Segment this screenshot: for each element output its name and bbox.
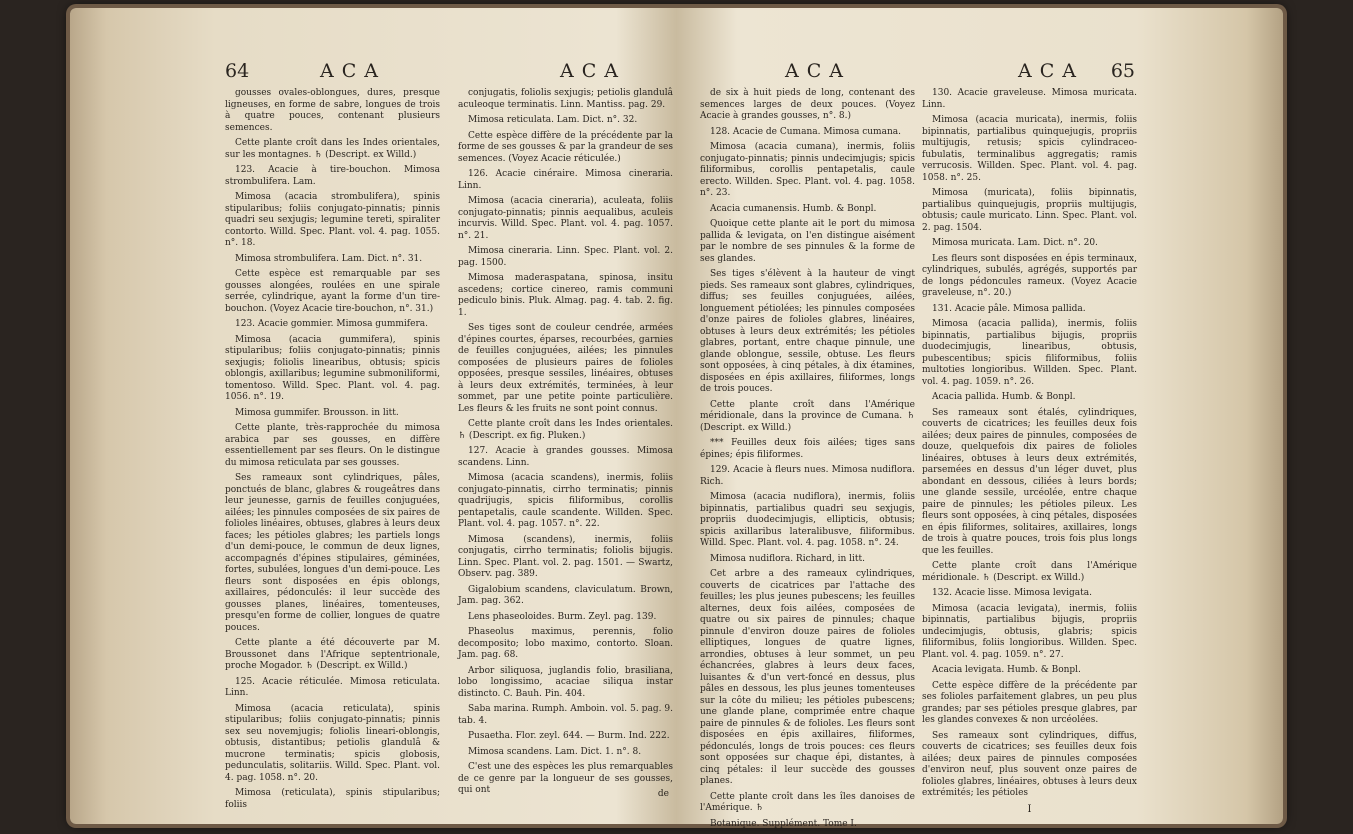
paragraph: Ses tiges s'élèvent à la hauteur de vingt pieds. Ses rameaux sont glabres, cylindriques, diffus; ses feuilles conjuguées, ailées, longuement pétiolées; les pinnules composées d'onze paires de folioles glabres, linéaires, obtuses à leurs deux extrémités; les pétioles glabres, portant, entre chaque pinnule, une glande oblongue, sessile, obtuse. Les fleurs sont opposées, à cinq pétales, à dix étamines, disposées en épis axillaires, filiformes, longs de trois pouces. — [700, 269, 915, 394]
paragraph: Cette plante, très-rapprochée du mimosa arabica par ses gousses, en diffère essentiellement par ses fleurs. On le distingue du mimosa reticulata par ses gousses. — [225, 423, 440, 468]
paragraph: Arbor siliquosa, juglandis folio, brasiliana, lobo longissimo, acaciae siliqua instar distincto. C. Bauh. Pin. 404. — [458, 665, 673, 699]
paragraph: 126. Acacie cinéraire. Mimosa cineraria. Linn. — [458, 169, 673, 191]
paragraph: 128. Acacie de Cumana. Mimosa cumana. — [710, 126, 901, 137]
signature-mark: I — [1027, 803, 1032, 815]
paragraph: Mimosa nudiflora. Richard, in litt. — [710, 553, 865, 564]
paragraph: conjugatis, foliolis sexjugis; petiolis glandulâ aculeoque terminatis. Linn. Mantiss. pag. 29. — [458, 88, 673, 110]
paragraph: Botanique. Supplément. Tome I. — [710, 818, 857, 829]
paragraph: gousses ovales-oblongues, dures, presque ligneuses, en forme de sabre, longues de trois à quatre pouces, contenant plusieurs semences. — [225, 88, 440, 133]
paragraph: Mimosa (acacia gummifera), spinis stipularibus; foliis conjugato-pinnatis; pinnis sexjugis; foliolis linearibus, obtusis; spicis oblongis, axillaribus; legumine submoniliformi, tomentoso. Willd. Spec. Plant. vol. 4. pag. 1056. n°. 19. — [225, 334, 440, 402]
paragraph: Mimosa (acacia nudiflora), inermis, foliis bipinnatis, partialibus quadri seu sexjugis, propriis duodecimjugis, ellipticis, obtusis; spicis axillaribus lateralibusve, filiformibus. Willd. Spec. Plant. vol. 4. pag. 1058. n°. 24. — [700, 492, 915, 548]
paragraph: Mimosa (reticulata), spinis stipularibus; foliis — [225, 788, 440, 810]
paragraph: Quoique cette plante ait le port du mimosa pallida & levigata, on l'en distingue aisément par le nombre de ses pinnules & la forme de ses glandes. — [700, 219, 915, 264]
paragraph: Mimosa (acacia cineraria), aculeata, foliis conjugato-pinnatis; pinnis aequalibus, aculeis incurvis. Willd. Spec. Plant. vol. 4. pag. 1057. n°. 21. — [458, 196, 673, 241]
paragraph: Cette espèce diffère de la précédente par ses folioles parfaitement glabres, un peu plus grandes; par ses pétioles presque glabres, par les glandes convexes & non urcéolées. — [922, 680, 1137, 725]
paragraph: Mimosa (acacia scandens), inermis, foliis conjugato-pinnatis, cirrho terminatis; pinnis quadrijugis, spicis filiformibus, corollis pentapetalis, caule scandente. Willden. Spec. Plant. vol. 4. pag. 1057. n°. 22. — [458, 473, 673, 529]
running-head: ACA — [1018, 60, 1084, 82]
right-page — [700, 60, 1137, 829]
running-head: ACA — [560, 60, 626, 82]
paragraph: 123. Acacie gommier. Mimosa gummifera. — [235, 319, 428, 329]
paragraph: 125. Acacie réticulée. Mimosa reticulata. Linn. — [225, 676, 440, 698]
running-head: ACA — [320, 60, 386, 82]
paragraph: Cette plante croît dans les Indes orientales. ♄ (Descript. ex fig. Pluken.) — [458, 419, 673, 441]
paragraph: Cette plante croît dans les îles danoises de l'Amérique. ♄ — [700, 791, 915, 813]
left-page — [225, 60, 685, 810]
paragraph: Acacia levigata. Humb. & Bonpl. — [932, 665, 1081, 675]
paragraph: Ses rameaux sont cylindriques, pâles, ponctués de blanc, glabres & rougeâtres dans leur jeunesse, garnis de feuilles conjuguées, ailées; les pinnules composées de six paires de folioles linéaires, obtuses, glabres à leurs deux faces; les pétioles glabres; les partiels longs d'un demi-pouce, le commun de deux lignes, accompagnés d'épines stipulaires, géminées, fortes, subulées, longues d'un demi-pouce. Les fleurs sont disposées en épis oblongs, axillaires, pédonculés: il leur succède des gousses planes, linéaires, tomenteuses, presqu'en forme de collier, longues de quatre pouces. — [225, 473, 440, 633]
paragraph: Pusaetha. Flor. zeyl. 644. — Burm. Ind. 222. — [468, 731, 670, 741]
paragraph: Mimosa (acacia strombulifera), spinis stipularibus; foliis conjugato-pinnatis; pinnis quadri seu sexjugis; legumine tereti, spiraliter contorto. Willd. Spec. Plant. vol. 4. pag. 1055. n°. 18. — [225, 192, 440, 248]
open-book — [70, 8, 1283, 829]
paragraph: Mimosa (acacia cumana), inermis, foliis conjugato-pinnatis; pinnis undecimjugis; spicis filiformibus, corollis pentapetalis, caule erecto. Willden. Spec. Plant. vol. 4. pag. 1058. n°. 23. — [700, 142, 915, 198]
paragraph: Ses rameaux sont cylindriques, diffus, couverts de cicatrices; ses feuilles deux fois ailées; deux paires de pinnules composées d'environ neuf, plus souvent onze paires de folioles glabres, linéaires, obtuses à leurs deux extrémités; les pétioles — [922, 730, 1137, 798]
paragraph: Mimosa (acacia muricata), inermis, foliis bipinnatis, partialibus quinquejugis, propriis multijugis, retusis; spicis cylindraceo-fubulatis, terminalibus aggregatis; ramis verrucosis. Willden. Spec. Plant. vol. 4. pag. 1058. n°. 25. — [922, 115, 1137, 183]
text-column — [922, 88, 1137, 815]
text-column — [700, 88, 915, 834]
paragraph: Cet arbre a des rameaux cylindriques, couverts de cicatrices par l'attache des feuilles; les plus jeunes pubescens; les feuilles alternes, deux fois ailées, composées de quatre ou six paires de pinnules; chaque pinnule d'environ douze paires de folioles elliptiques, longues de quatre lignes, arrondies, obtuses à leur sommet, un peu échancrées, glabres à leurs deux faces, luisantes & d'un vert-foncé en dessus, plus pâles en dessous, les plus jeunes tomenteuses sur la côte du milieu; les pétioles pubescens; une glande plane, comprimée entre chaque paire de pinnules & de folioles. Les fleurs sont disposées en épis axillaires, filiformes, pédonculés, longs de trois pouces: ces fleurs sont opposées sur chaque épi, distantes, à cinq pétales: il leur succède des gousses planes. — [700, 569, 915, 786]
text-column — [225, 88, 440, 815]
paragraph: Mimosa maderaspatana, spinosa, insitu ascedens; cortice cinereo, ramis communi pediculo binis. Pluk. Almag. pag. 4. tab. 2. fig. 1. — [458, 273, 673, 318]
paragraph: 127. Acacie à grandes gousses. Mimosa scandens. Linn. — [458, 446, 673, 468]
paragraph: Les fleurs sont disposées en épis terminaux, cylindriques, subulés, agrégés, supportés par de longs pédoncules rameux. (Voyez Acacie graveleuse, n°. 20.) — [922, 253, 1137, 298]
paragraph: Cette espèce est remarquable par ses gousses alongées, roulées en une spirale serrée, cylindrique, ayant la forme d'un tire-bouchon. (Voyez Acacie tire-bouchon, n°. 31.) — [225, 269, 440, 314]
paragraph: Cette plante croît dans l'Amérique méridionale, dans la province de Cumana. ♄ (Descript. ex Willd.) — [700, 399, 915, 433]
paragraph: Cette plante a été découverte par M. Broussonet dans l'Afrique septentrionale, proche Mogador. ♄ (Descript. ex Willd.) — [225, 638, 440, 671]
paragraph: Phaseolus maximus, perennis, folio decomposito; lobo maximo, contorto. Sloan. Jam. pag. 68. — [458, 627, 673, 660]
text-column — [458, 88, 673, 800]
running-head: ACA — [785, 60, 851, 82]
paragraph: Ses tiges sont de couleur cendrée, armées d'épines courtes, éparses, recourbées, garnies de feuilles conjuguées, ailées; les pinnules composées de plusieurs paires de folioles opposées, presque sessiles, linéaires, obtuses à leurs deux extrémités, terminées, à leur sommet, par une petite pointe particulière. Les fleurs & les fruits ne sont point connus. — [458, 323, 673, 414]
left-header — [225, 60, 685, 90]
paragraph: 131. Acacie pâle. Mimosa pallida. — [932, 303, 1086, 314]
paragraph: Mimosa (acacia reticulata), spinis stipularibus; foliis conjugato-pinnatis; pinnis sex seu novemjugis; foliolis lineari-oblongis, obtusis, distantibus; petiolis glandulâ & mucrone terminatis; spicis globosis, pedunculatis, solitariis. Willd. Spec. Plant. vol. 4. pag. 1058. n°. 20. — [225, 703, 440, 783]
paragraph: Mimosa (acacia levigata), inermis, foliis bipinnatis, partialibus bijugis, propriis undecimjugis, obtusis, glabris; spicis filiformibus, foliis longioribus. Willden. Spec. Plant. vol. 4. pag. 1059. n°. 27. — [922, 603, 1137, 660]
paragraph: de six à huit pieds de long, contenant des semences larges de deux pouces. (Voyez Acacie à grandes gousses, n°. 8.) — [700, 88, 915, 121]
paragraph: 132. Acacie lisse. Mimosa levigata. — [932, 588, 1092, 598]
paragraph: Gigalobium scandens, claviculatum. Brown, Jam. pag. 362. — [458, 584, 673, 606]
paragraph: *** Feuilles deux fois ailées; tiges sans épines; épis filiformes. — [700, 438, 915, 460]
paragraph: Lens phaseoloides. Burm. Zeyl. pag. 139. — [468, 611, 657, 622]
paragraph: Mimosa muricata. Lam. Dict. n°. 20. — [932, 238, 1098, 248]
catchword: de — [657, 788, 669, 799]
paragraph: Mimosa cineraria. Linn. Spec. Plant. vol. 2. pag. 1500. — [458, 246, 673, 268]
paragraph: 129. Acacie à fleurs nues. Mimosa nudiflora. Rich. — [700, 465, 915, 487]
paragraph: Cette plante croît dans les Indes orientales, sur les montagnes. ♄ (Descript. ex Willd.) — [225, 138, 440, 160]
paragraph: 130. Acacie graveleuse. Mimosa muricata. Linn. — [922, 88, 1137, 110]
right-header — [700, 60, 1135, 90]
paragraph: Cette espèce diffère de la précédente par la forme de ses gousses & par la grandeur de ses semences. (Voyez Acacie réticulée.) — [458, 130, 673, 164]
page-number: 64 — [225, 60, 250, 82]
paragraph: Saba marina. Rumph. Amboin. vol. 5. pag. 9. tab. 4. — [458, 704, 673, 726]
paragraph: Mimosa (acacia pallida), inermis, foliis bipinnatis, partialibus bijugis, propriis duodecimjugis, linearibus, obtusis, pubescentibus; spicis filiformibus, foliis multoties longioribus. Willden. Spec. Plant. vol. 4. pag. 1059. n°. 26. — [922, 319, 1137, 387]
paragraph: Cette plante croît dans l'Amérique méridionale. ♄ (Descript. ex Willd.) — [922, 561, 1137, 583]
paragraph: Mimosa scandens. Lam. Dict. 1. n°. 8. — [468, 746, 642, 757]
paragraph: Mimosa (muricata), foliis bipinnatis, partialibus quinquejugis, propriis multijugis, obtusis; caule muricato. Linn. Spec. Plant. vol. 2. pag. 1504. — [922, 188, 1137, 233]
paragraph: Mimosa reticulata. Lam. Dict. n°. 32. — [468, 115, 638, 125]
paragraph: Mimosa gummifer. Brousson. in litt. — [235, 407, 399, 418]
paragraph: Acacia cumanensis. Humb. & Bonpl. — [710, 203, 877, 214]
paragraph: Mimosa strombulifera. Lam. Dict. n°. 31. — [235, 253, 423, 264]
paragraph: 123. Acacie à tire-bouchon. Mimosa strombulifera. Lam. — [225, 165, 440, 187]
page-number: 65 — [1110, 60, 1135, 82]
paragraph: C'est une des espèces les plus remarquables de ce genre par la longueur de ses gousses, qui ont — [458, 762, 673, 795]
paragraph: Mimosa (scandens), inermis, foliis conjugatis, cirrho terminatis; foliolis bijugis. Linn. Spec. Plant. vol. 2. pag. 1501. — Swartz, Observ. pag. 389. — [458, 534, 673, 579]
paragraph: Ses rameaux sont étalés, cylindriques, couverts de cicatrices; les feuilles deux fois ailées; deux paires de pinnules, composées de douze, quelquefois dix paires de folioles linéaires, obtuses à leurs deux extrémités, parsemées en dessus d'un léger duvet, plus abondant en dessous, ciliées à leurs bords; une glande sessile, urcéolée, entre chaque paire de pinnules; les pétioles pileux. Les fleurs sont opposées, à cinq pétales, disposées en épis filiformes, solitaires, axillaires, longs de trois à quatre pouces, trois fois plus longs que les feuilles. — [922, 407, 1137, 556]
paragraph: Acacia pallida. Humb. & Bonpl. — [932, 392, 1076, 402]
